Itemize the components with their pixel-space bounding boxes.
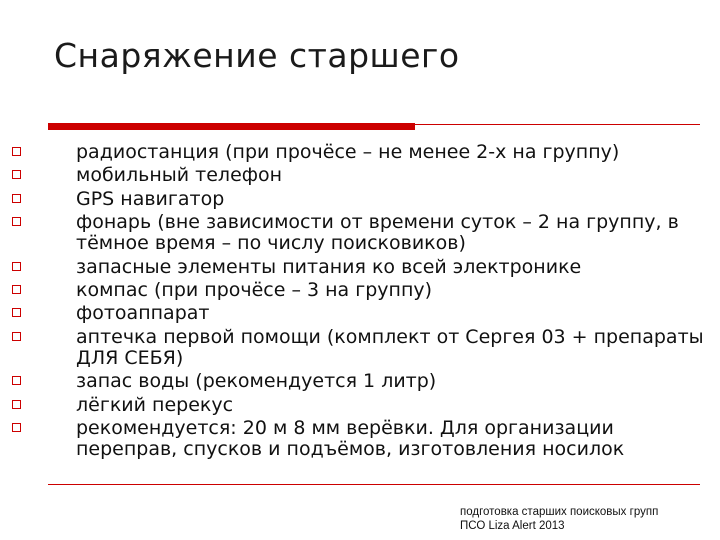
list-item-text: запасные элементы питания ко всей электронике: [76, 255, 582, 278]
hollow-square-bullet-icon: [12, 400, 21, 409]
list-item: [12, 395, 712, 417]
hollow-square-bullet-icon: [12, 194, 21, 203]
title-accent-bar: [48, 123, 415, 130]
hollow-square-bullet-icon: [12, 217, 21, 226]
hollow-square-bullet-icon: [12, 147, 21, 156]
equipment-list: [12, 142, 712, 463]
list-item-text: фонарь (вне зависимости от времени суток – 2 на группу, в тёмное время – по числу поисковиков): [76, 210, 679, 255]
hollow-square-bullet-icon: [12, 423, 21, 432]
footer-line-organization: ПСО Liza Alert 2013: [460, 520, 565, 532]
hollow-square-bullet-icon: [12, 376, 21, 385]
list-item-text: лёгкий перекус: [76, 393, 234, 416]
footer-line-course: подготовка старших поисковых групп: [460, 506, 659, 518]
list-item-text: запас воды (рекомендуется 1 литр): [76, 370, 437, 393]
list-item-text: рекомендуется: 20 м 8 мм верёвки. Для организации переправ, спусков и подъёмов, изготовления носилок: [76, 416, 625, 461]
list-item-text: фотоаппарат: [76, 302, 210, 325]
list-item-text: радиостанция (при прочёсе – не менее 2-х на группу): [76, 141, 620, 163]
hollow-square-bullet-icon: [12, 170, 21, 179]
hollow-square-bullet-icon: [12, 285, 21, 294]
hollow-square-bullet-icon: [12, 262, 21, 271]
list-item: [12, 189, 712, 211]
footer-divider-line: [48, 484, 700, 485]
list-item: [12, 371, 712, 393]
list-item-text: мобильный телефон: [76, 164, 283, 187]
list-item-text: компас (при прочёсе – 3 на группу): [76, 278, 433, 301]
list-item: [12, 142, 712, 164]
list-item: [12, 418, 712, 461]
list-item: [12, 165, 712, 187]
list-item-text: аптечка первой помощи (комплект от Сергея 03 + препараты ДЛЯ СЕБЯ): [76, 325, 704, 370]
list-item: [12, 327, 712, 370]
hollow-square-bullet-icon: [12, 308, 21, 317]
list-item: [12, 280, 712, 302]
footer-caption: [460, 505, 658, 533]
list-item-text: GPS навигатор: [76, 187, 225, 210]
list-item: [12, 303, 712, 325]
hollow-square-bullet-icon: [12, 332, 21, 341]
page-title: Снаряжение старшего: [54, 36, 460, 75]
list-item: [12, 212, 712, 255]
list-item: [12, 257, 712, 279]
